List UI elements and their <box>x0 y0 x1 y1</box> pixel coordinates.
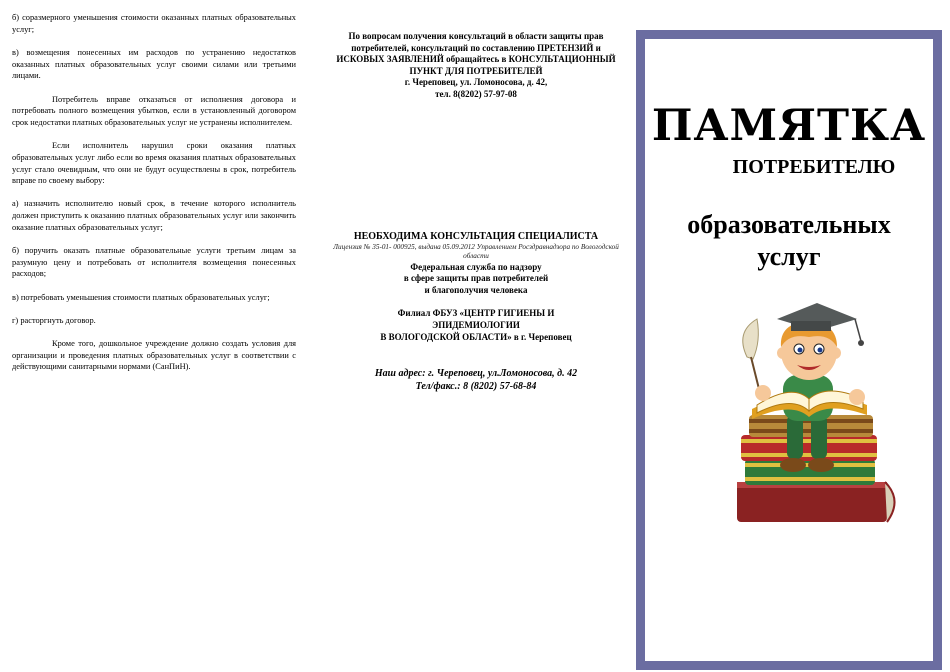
license-text: Лицензия № 35-01- 000925, выдана 05.09.2012 Управлением Росздравнадзора по Вологодской области <box>333 242 619 261</box>
branch-line-2: ЭПИДЕМИОЛОГИИ <box>432 319 520 330</box>
cover-topic-line-2: услуг <box>757 242 821 271</box>
consultation-phone: тел. 8(8202) 57-97-08 <box>435 88 517 99</box>
tel-fax: Тел/факс.: 8 (8202) 57-68-84 <box>415 381 537 393</box>
specialist-block <box>330 231 622 393</box>
consultation-text: По вопросам получения консультаций в области защиты прав потребителей, консультаций по составлению ПРЕТЕНЗИЙ и ИСКОВЫХ ЗАЯВЛЕНИЙ обращайтесь в КОНСУЛЬТАЦИОННЫЙ ПУНКТ ДЛЯ ПОТРЕБИТЕЛЕЙ <box>336 31 616 76</box>
option-g: г) расторгнуть договор. <box>12 315 96 325</box>
consultation-address: г. Череповец, ул. Ломоносова, д. 42, <box>404 77 548 88</box>
cover-subtitle: ПОТРЕБИТЕЛЮ <box>732 156 896 178</box>
option-v: в) потребовать уменьшения стоимости платных образовательных услуг; <box>12 292 270 302</box>
left-column <box>12 12 296 385</box>
paragraph-sanpin: Кроме того, дошкольное учреждение должно создать условия для организации и проведения платных образовательных услуг в соответствии с действующими санитарными нормами (СанПиН). <box>12 339 296 372</box>
cover-topic-line-1: образовательных <box>687 210 891 239</box>
paragraph-b: б) соразмерного уменьшения стоимости оказанных платных образовательных услуг; <box>12 13 296 34</box>
branch-line-3: В ВОЛОГОДСКОЙ ОБЛАСТИ» в г. Череповец <box>380 331 572 342</box>
cover-title: ПАМЯТКА <box>651 101 927 151</box>
paragraph-v: в) возмещения понесенных им расходов по устранению недостатков оказанных платных образовательных услуг своими силами или третьими лицами. <box>12 47 296 81</box>
specialist-heading: НЕОБХОДИМА КОНСУЛЬТАЦИЯ СПЕЦИАЛИСТА <box>353 231 599 242</box>
agency-line-1: Федеральная служба по надзору <box>410 261 542 272</box>
cover-panel <box>645 39 933 661</box>
agency-line-2: в сфере защиты прав потребителей <box>403 273 549 284</box>
consultation-block <box>330 31 622 101</box>
our-address: Наш адрес: г. Череповец, ул.Ломоносова, д. 42 <box>374 368 578 380</box>
quill-icon <box>743 319 761 397</box>
cover-frame <box>636 30 942 670</box>
cover-topic <box>645 209 933 273</box>
option-b: б) поручить оказать платные образовательные услуги третьим лицам за разумную цену и потребовать от исполнителя возмещения понесенных расходов; <box>12 246 296 279</box>
middle-column <box>330 31 622 393</box>
paragraph-deadlines: Если исполнитель нарушил сроки оказания платных образовательных услуг либо если во время оказания платных образовательных услуг стало очевидным, что они не будут осуществлены в срок, потребитель вправе по своему выбору: <box>12 141 296 186</box>
agency-line-3: и благополучия человека <box>424 284 528 295</box>
option-a: а) назначить исполнителю новый срок, в течение которого исполнитель должен приступить к оказанию платных образовательных услуг или закончить оказание платных образовательных услуг; <box>12 199 296 232</box>
branch-line-1: Филиал ФБУЗ «ЦЕНТР ГИГИЕНЫ И <box>397 308 555 319</box>
paragraph-refusal: Потребитель вправе отказаться от исполнения договора и потребовать полного возмещения убытков, если в установленный договором срок недостатки платных образовательных услуг не устранены исполнителем. <box>12 94 296 127</box>
boy-reading-book-illustration <box>717 297 917 537</box>
